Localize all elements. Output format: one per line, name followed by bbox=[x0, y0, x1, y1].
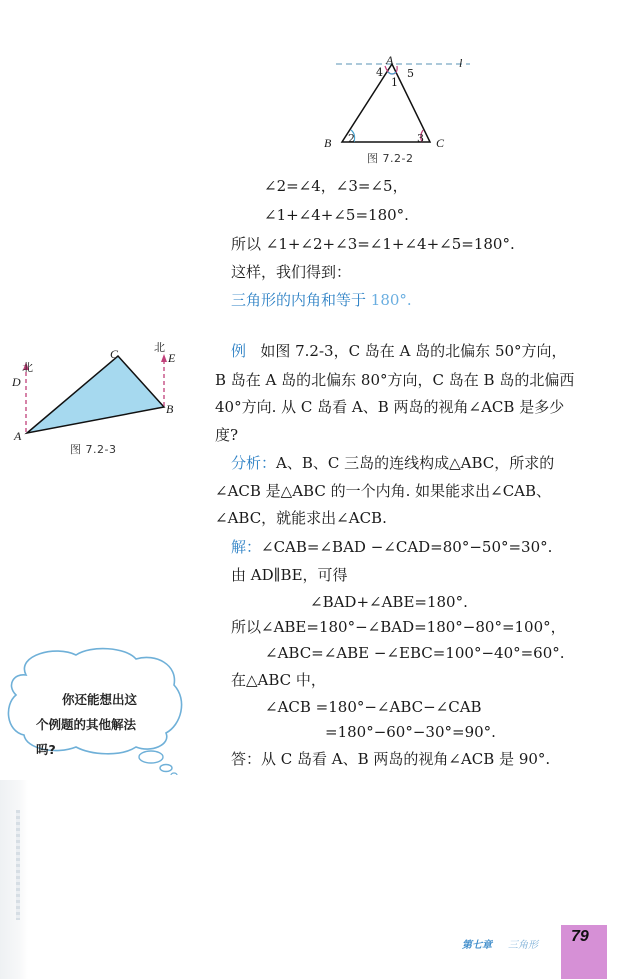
solution-line-1 bbox=[231, 537, 552, 557]
label-north-right: 北 bbox=[154, 341, 165, 354]
solution-tag: 解： bbox=[231, 538, 262, 556]
analysis-line-1 bbox=[231, 453, 554, 473]
solution-line-6: 在△ABC 中， bbox=[231, 671, 326, 689]
figure-caption-7-2-2: 图 7.2-2 bbox=[367, 152, 414, 165]
label-angle-3: 3 bbox=[417, 132, 424, 145]
solution-line-8: =180°−60°−30°=90°. bbox=[325, 723, 496, 741]
solution-line-2: 由 AD∥BE，可得 bbox=[231, 566, 348, 584]
page-number: 79 bbox=[571, 928, 589, 945]
example-line-4: 度? bbox=[215, 426, 239, 444]
label-D: D bbox=[12, 375, 21, 389]
analysis-line-3: ∠ABC，就能求出∠ACB. bbox=[215, 509, 387, 527]
thought-line-1: 你还能想出这 bbox=[62, 692, 138, 707]
proof-line-3: 所以 ∠1+∠2+∠3=∠1+∠4+∠5=180°. bbox=[231, 235, 515, 253]
proof-line-2: ∠1+∠4+∠5=180°. bbox=[264, 206, 409, 224]
theorem-statement bbox=[231, 290, 412, 310]
spine-decoration bbox=[16, 810, 20, 920]
theorem-text: 三角形的内角和等于 bbox=[231, 291, 367, 309]
answer-line: 答：从 C 岛看 A、B 两岛的视角∠ACB 是 90°. bbox=[231, 750, 551, 768]
label-B2: B bbox=[166, 402, 174, 416]
example-line-3: 40°方向. 从 C 岛看 A、B 两岛的视角∠ACB 是多少 bbox=[215, 398, 565, 416]
proof-line-4: 这样，我们得到： bbox=[231, 263, 352, 281]
label-angle-4: 4 bbox=[376, 66, 383, 79]
solution-line-7: ∠ACB =180°−∠ABC−∠CAB bbox=[265, 698, 482, 716]
thought-line-3: 吗? bbox=[36, 742, 56, 757]
proof-line-1: ∠2=∠4，∠3=∠5， bbox=[264, 177, 408, 195]
page-spine-shadow bbox=[0, 780, 28, 979]
label-north-left: 北 bbox=[22, 361, 33, 374]
example-tag: 例 bbox=[231, 342, 247, 360]
footer-chapter-label: 第七章 bbox=[462, 940, 492, 951]
example-line-2: B 岛在 A 岛的北偏东 80°方向，C 岛在 B 岛的北偏西 bbox=[215, 371, 575, 389]
label-C2: C bbox=[110, 347, 119, 361]
solution-line-5: ∠ABC=∠ABE −∠EBC=100°−40°=60°. bbox=[265, 644, 565, 662]
footer-chapter-title: 三角形 bbox=[508, 940, 538, 951]
label-A: A bbox=[386, 53, 394, 67]
label-A2: A bbox=[14, 429, 22, 443]
label-C: C bbox=[436, 136, 445, 150]
thought-line-2: 个例题的其他解法 bbox=[36, 717, 137, 732]
example-line-1 bbox=[231, 341, 567, 361]
label-l: l bbox=[459, 56, 463, 70]
figure-triangle-parallel-line bbox=[318, 44, 488, 154]
label-angle-2: 2 bbox=[348, 132, 355, 145]
analysis-tag: 分析： bbox=[231, 454, 277, 472]
figure-caption-7-2-3: 图 7.2-3 bbox=[70, 443, 117, 456]
solution-text-1: ∠CAB=∠BAD −∠CAD=80°−50°=30°. bbox=[261, 538, 553, 556]
example-text-1: 如图 7.2-3，C 岛在 A 岛的北偏东 50°方向， bbox=[260, 342, 567, 360]
label-angle-5: 5 bbox=[407, 67, 414, 80]
analysis-text-1: A、B、C 三岛的连线构成△ABC，所求的 bbox=[276, 454, 555, 472]
analysis-line-2: ∠ACB 是△ABC 的一个内角. 如果能求出∠CAB、 bbox=[215, 482, 552, 500]
thought-bubble bbox=[6, 645, 186, 775]
solution-line-4: 所以∠ABE=180°−∠BAD=180°−80°=100°， bbox=[231, 618, 566, 636]
label-E: E bbox=[168, 351, 176, 365]
theorem-value: 180°. bbox=[370, 291, 412, 309]
solution-line-3: ∠BAD+∠ABE=180°. bbox=[310, 593, 468, 611]
label-angle-1: 1 bbox=[391, 76, 398, 89]
label-B: B bbox=[324, 136, 332, 150]
